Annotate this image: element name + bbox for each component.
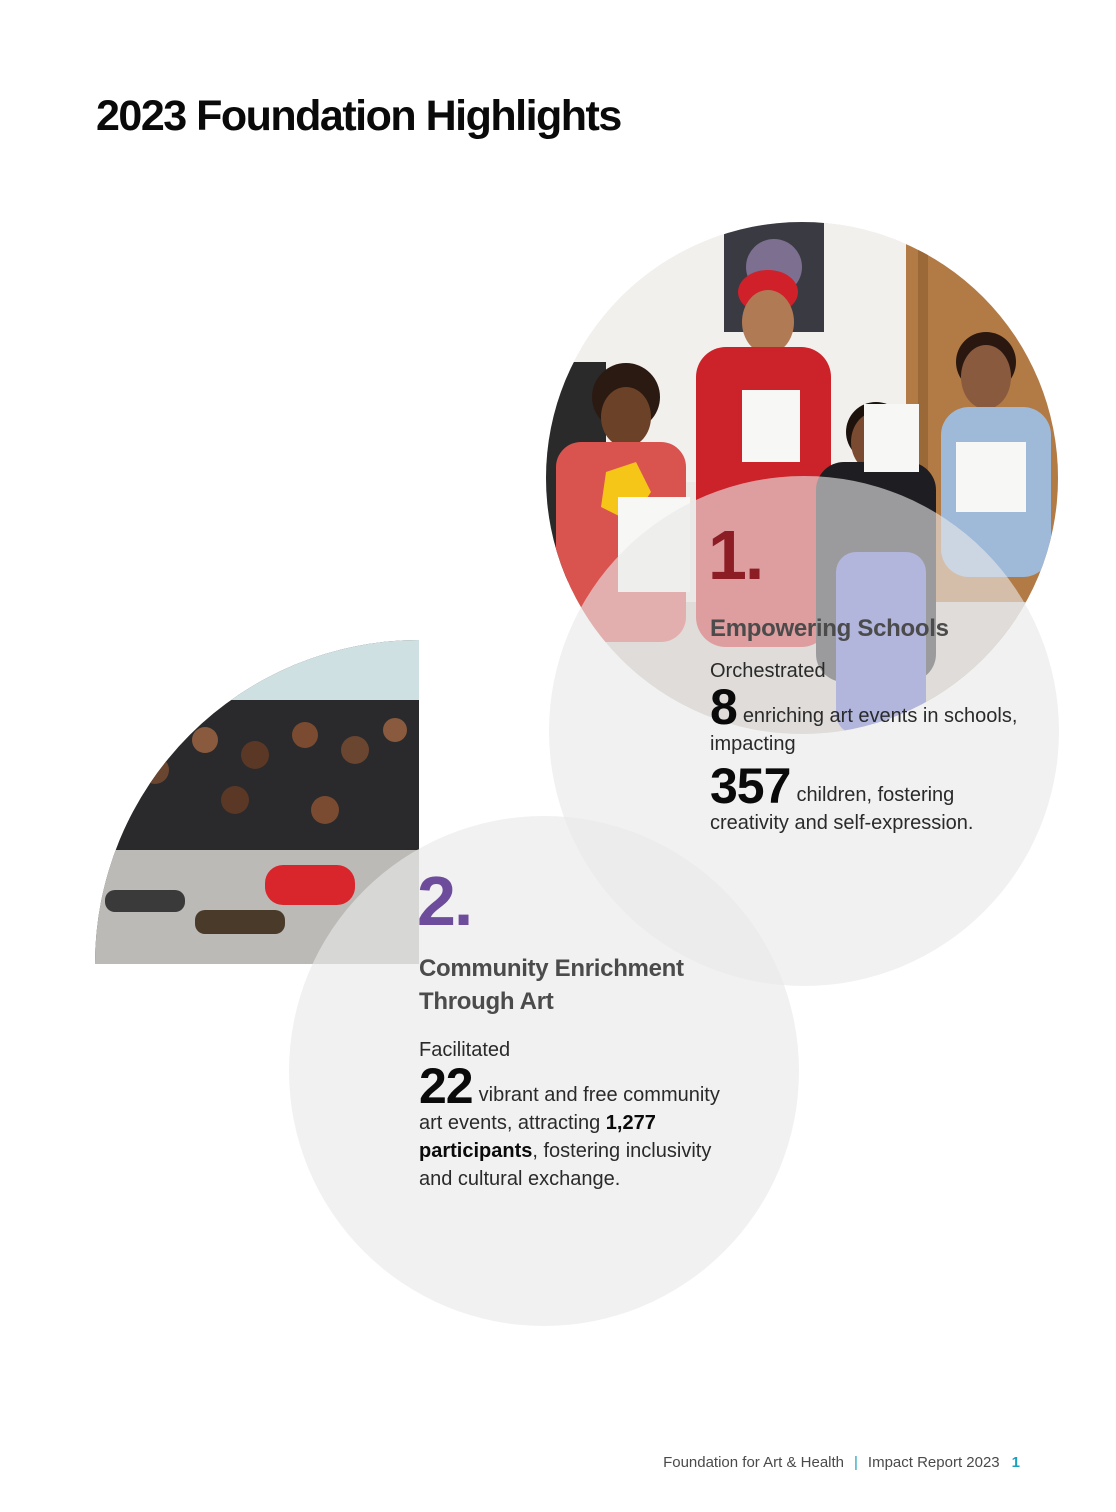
- highlight-lead: Orchestrated: [710, 660, 826, 682]
- footer-separator: |: [854, 1454, 858, 1471]
- highlight-number: 2.: [417, 862, 472, 940]
- stat-community-events: 22: [419, 1058, 473, 1114]
- page-title: 2023 Foundation Highlights: [96, 92, 621, 140]
- stat-children: 357: [710, 758, 791, 814]
- highlight-lead: Facilitated: [419, 1039, 511, 1061]
- highlight-heading: Empowering Schools: [710, 615, 949, 642]
- page-number: 1: [1011, 1454, 1020, 1471]
- stat-participants: 1,277 participants: [419, 1112, 656, 1162]
- highlight-body-2: [710, 758, 1030, 837]
- footer-org: Foundation for Art & Health: [663, 1454, 844, 1471]
- highlight-body: [419, 1058, 729, 1193]
- stat-children-text: children, fostering creativity and self-expression.: [710, 784, 974, 834]
- highlight-empowering-schools: [708, 516, 1030, 837]
- highlight-heading: Community Enrichment Through Art: [419, 955, 684, 1015]
- highlight-number: 1.: [708, 516, 763, 594]
- highlight-body: [710, 679, 1030, 758]
- highlight-community-enrichment: [417, 862, 729, 1193]
- stat-events: 8: [710, 679, 737, 735]
- stat-events-text: enriching art events in schools, impacting: [710, 705, 1018, 755]
- page-footer: [663, 1454, 1020, 1471]
- stat-community-text: vibrant and free community art events, attracting: [419, 1084, 720, 1134]
- stat-participants-text: , fostering inclusivity and cultural exchange.: [419, 1140, 712, 1190]
- footer-report: Impact Report 2023: [867, 1454, 1000, 1471]
